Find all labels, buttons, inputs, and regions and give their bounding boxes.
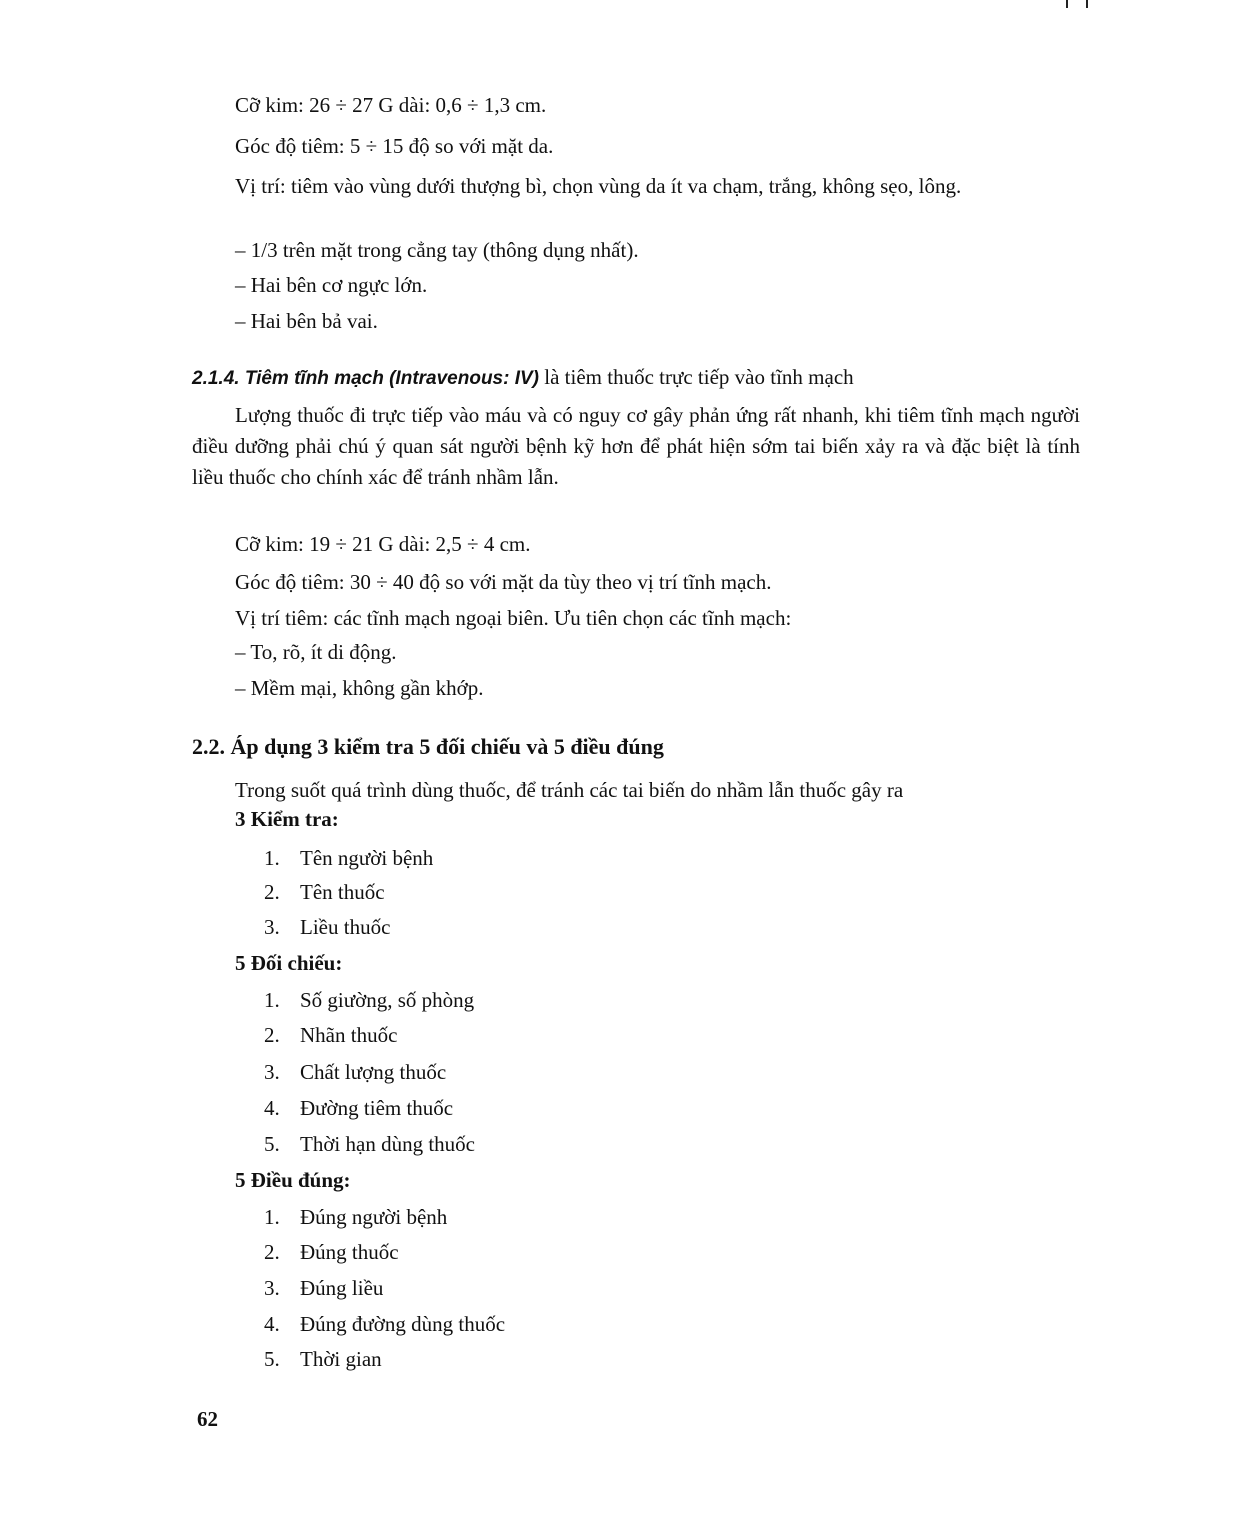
list-number: 2. xyxy=(264,880,280,904)
list-item xyxy=(264,1311,505,1337)
list-number: 1. xyxy=(264,846,280,870)
list-number: 3. xyxy=(264,1060,280,1084)
list-text: Nhãn thuốc xyxy=(300,1023,398,1047)
section-214-paragraph: Lượng thuốc đi trực tiếp vào máu và có nguy cơ gây phản ứng rất nhanh, khi tiêm tĩnh mạch người điều dưỡng phải chú ý quan sát người bệnh kỹ hơn để phát hiện sớm tai biến xảy ra và đặc biệt là tính liều thuốc cho chính xác để tránh nhầm lẫn. xyxy=(192,403,1080,489)
list-item xyxy=(264,1095,453,1121)
doi-chieu-title: 5 Đối chiếu: xyxy=(235,951,343,975)
list-item xyxy=(264,1275,383,1301)
list-number: 5. xyxy=(264,1347,280,1371)
list-item xyxy=(264,1059,446,1085)
list-item xyxy=(264,845,433,871)
list-number: 3. xyxy=(264,915,280,939)
corner-mark-left xyxy=(1066,0,1068,8)
list-text: Số giường, số phòng xyxy=(300,988,475,1012)
section-214-title-rest: là tiêm thuốc trực tiếp vào tĩnh mạch xyxy=(539,365,854,389)
list-number: 2. xyxy=(264,1240,280,1264)
list-number: 5. xyxy=(264,1132,280,1156)
injection-angle-line: Góc độ tiêm: 5 ÷ 15 độ so với mặt da. xyxy=(235,134,554,158)
iv-site-line: Vị trí tiêm: các tĩnh mạch ngoại biên. Ưu tiên chọn các tĩnh mạch: xyxy=(235,606,792,630)
dieu-dung-title: 5 Điều đúng: xyxy=(235,1168,351,1192)
list-number: 1. xyxy=(264,1205,280,1229)
iv-angle-line: Góc độ tiêm: 30 ÷ 40 độ so với mặt da tùy theo vị trí tĩnh mạch. xyxy=(235,570,772,594)
list-text: Đúng người bệnh xyxy=(300,1205,448,1229)
injection-site-paragraph: Vị trí: tiêm vào vùng dưới thượng bì, chọn vùng da ít va chạm, trắng, không sẹo, lông. xyxy=(235,174,962,198)
iv-bullet-1: – To, rõ, ít di động. xyxy=(235,640,397,664)
list-item xyxy=(264,1346,382,1372)
section-214-heading xyxy=(192,364,854,392)
list-text: Chất lượng thuốc xyxy=(300,1060,447,1084)
list-text: Đúng thuốc xyxy=(300,1240,399,1264)
list-text: Liều thuốc xyxy=(300,915,391,939)
list-text: Thời hạn dùng thuốc xyxy=(300,1132,475,1156)
list-item xyxy=(264,987,474,1013)
section-22-intro: Trong suốt quá trình dùng thuốc, để tránh các tai biến do nhầm lẫn thuốc gây ra xyxy=(235,778,904,802)
iv-needle-size-line: Cỡ kim: 19 ÷ 21 G dài: 2,5 ÷ 4 cm. xyxy=(235,532,531,556)
list-number: 3. xyxy=(264,1276,280,1300)
iv-bullet-2: – Mềm mại, không gần khớp. xyxy=(235,676,484,700)
page-number: 62 xyxy=(197,1407,218,1431)
site-bullet-1: – 1/3 trên mặt trong cẳng tay (thông dụng nhất). xyxy=(235,238,639,262)
section-214-title: 2.1.4. Tiêm tĩnh mạch (Intravenous: IV) xyxy=(192,368,540,389)
list-text: Đúng liều xyxy=(300,1276,384,1300)
list-item xyxy=(264,914,390,940)
site-bullet-3: – Hai bên bả vai. xyxy=(235,309,378,333)
kiem-tra-title: 3 Kiểm tra: xyxy=(235,807,339,831)
list-number: 4. xyxy=(264,1096,280,1120)
list-text: Đúng đường dùng thuốc xyxy=(300,1312,506,1336)
list-item xyxy=(264,1022,397,1048)
corner-mark-right xyxy=(1086,0,1088,8)
site-bullet-2: – Hai bên cơ ngực lớn. xyxy=(235,273,428,297)
needle-size-line: Cỡ kim: 26 ÷ 27 G dài: 0,6 ÷ 1,3 cm. xyxy=(235,93,547,117)
list-item xyxy=(264,1131,475,1157)
list-number: 4. xyxy=(264,1312,280,1336)
list-number: 2. xyxy=(264,1023,280,1047)
list-text: Đường tiêm thuốc xyxy=(300,1096,454,1120)
section-22-heading: 2.2. Áp dụng 3 kiểm tra 5 đối chiếu và 5 điều đúng xyxy=(192,734,664,759)
list-item xyxy=(264,1239,399,1265)
list-item xyxy=(264,879,385,905)
list-item xyxy=(264,1204,447,1230)
list-text: Tên người bệnh xyxy=(300,846,434,870)
list-number: 1. xyxy=(264,988,280,1012)
list-text: Tên thuốc xyxy=(300,880,385,904)
list-text: Thời gian xyxy=(300,1347,382,1371)
